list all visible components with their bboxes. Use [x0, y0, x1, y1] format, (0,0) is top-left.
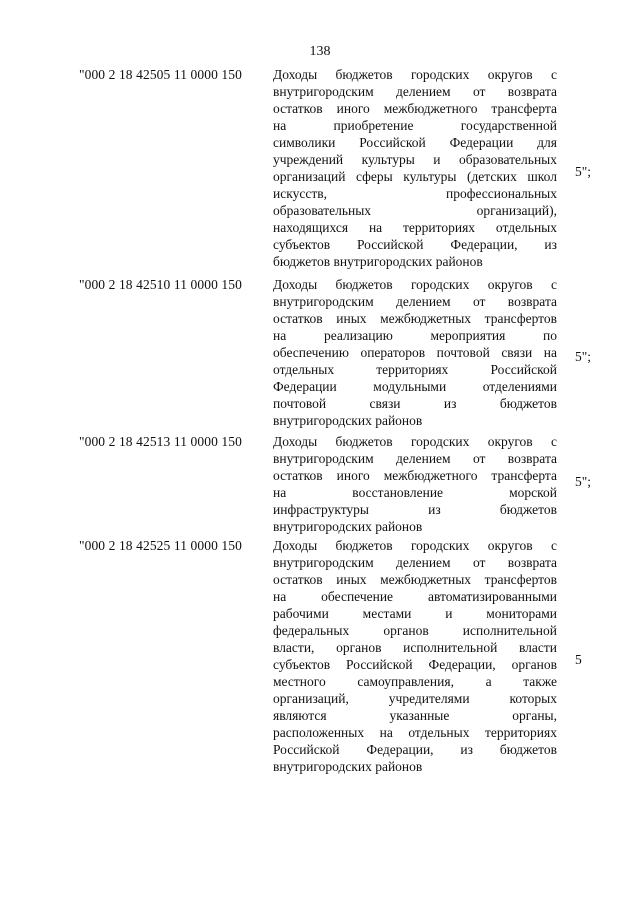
income-description	[273, 537, 557, 775]
description-line: на восстановление морской	[273, 485, 557, 500]
description-line: обеспечению операторов почтовой связи на	[273, 345, 557, 360]
table-row	[0, 66, 640, 270]
description-line: Доходы бюджетов городских округов с	[273, 277, 557, 292]
description-line: внутригородским делением от возврата	[273, 451, 557, 466]
amount-value: 5";	[575, 474, 592, 489]
description-line: учреждений культуры и образовательных	[273, 152, 557, 167]
description-line: остатков иного межбюджетного трансферта	[273, 468, 557, 483]
income-description	[273, 276, 557, 429]
budget-classification-code: "000 2 18 42513 11 0000 150	[79, 434, 242, 449]
description-line: на реализацию мероприятия по	[273, 328, 557, 343]
description-line: почтовой связи из бюджетов	[273, 396, 557, 411]
description-line: внутригородских районов	[273, 519, 423, 534]
description-line: местного самоуправления, а также	[273, 674, 557, 689]
income-description	[273, 66, 557, 270]
description-line: Доходы бюджетов городских округов с	[273, 67, 557, 82]
description-line: являются указанные органы,	[273, 708, 557, 723]
table-row	[0, 433, 640, 535]
description-line: расположенных на отдельных территориях	[273, 725, 557, 740]
description-line: остатков иных межбюджетных трансфертов	[273, 311, 557, 326]
description-line: внутригородских районов	[273, 759, 423, 774]
description-line: внутригородским делением от возврата	[273, 84, 557, 99]
description-line: на обеспечение автоматизированными	[273, 589, 557, 604]
description-line: Федерации модульными отделениями	[273, 379, 557, 394]
budget-classification-code: "000 2 18 42525 11 0000 150	[79, 538, 242, 553]
budget-classification-code: "000 2 18 42505 11 0000 150	[79, 67, 242, 82]
description-line: федеральных органов исполнительной	[273, 623, 557, 638]
description-line: внутригородским делением от возврата	[273, 555, 557, 570]
description-line: находящихся на территориях отдельных	[273, 220, 557, 235]
description-line: образовательных организаций),	[273, 203, 557, 218]
amount-value: 5";	[575, 164, 592, 179]
description-line: внутригородских районов	[273, 413, 423, 428]
description-line: отдельных территориях Российской	[273, 362, 557, 377]
description-line: Доходы бюджетов городских округов с	[273, 538, 557, 553]
description-line: внутригородским делением от возврата	[273, 294, 557, 309]
table-row	[0, 276, 640, 429]
description-line: искусств, профессиональных	[273, 186, 557, 201]
table-row	[0, 537, 640, 775]
description-line: символики Российской Федерации для	[273, 135, 557, 150]
description-line: остатков иных межбюджетных трансфертов	[273, 572, 557, 587]
description-line: инфраструктуры из бюджетов	[273, 502, 557, 517]
amount-value: 5	[575, 652, 582, 667]
description-line: власти, органов исполнительной власти	[273, 640, 557, 655]
description-line: субъектов Российской Федерации, из	[273, 237, 557, 252]
description-line: Доходы бюджетов городских округов с	[273, 434, 557, 449]
description-line: на приобретение государственной	[273, 118, 557, 133]
page-number: 138	[309, 44, 331, 59]
description-line: организаций сферы культуры (детских школ	[273, 169, 557, 184]
description-line: рабочими местами и мониторами	[273, 606, 557, 621]
budget-classification-code: "000 2 18 42510 11 0000 150	[79, 277, 242, 292]
description-line: бюджетов внутригородских районов	[273, 254, 483, 269]
description-line: субъектов Российской Федерации, органов	[273, 657, 557, 672]
description-line: организаций, учредителями которых	[273, 691, 557, 706]
income-description	[273, 433, 557, 535]
description-line: остатков иного межбюджетного трансферта	[273, 101, 557, 116]
description-line: Российской Федерации, из бюджетов	[273, 742, 557, 757]
amount-value: 5";	[575, 349, 592, 364]
